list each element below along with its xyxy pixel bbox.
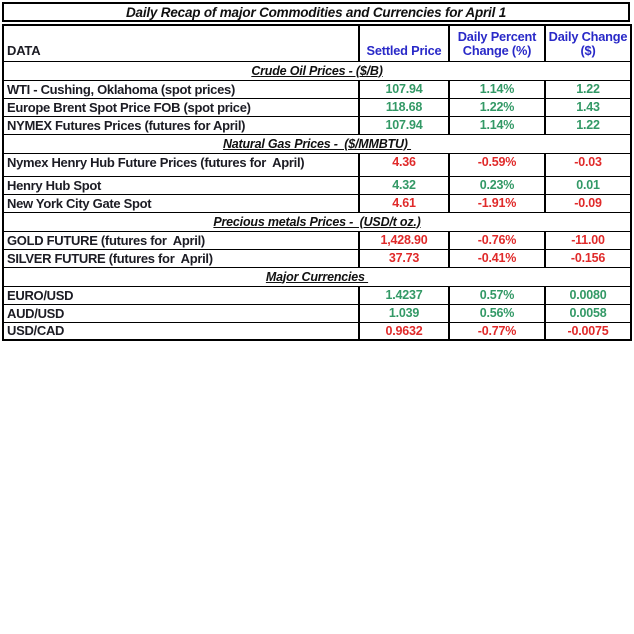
settled-price-value: 0.9632 — [359, 322, 449, 340]
settled-price-value: 1.4237 — [359, 286, 449, 304]
section-header-row — [3, 267, 631, 286]
report-title: Daily Recap of major Commodities and Currencies for April 1 — [2, 2, 630, 22]
table-row — [3, 322, 631, 340]
settled-price-value: 1.039 — [359, 304, 449, 322]
col-header-data: DATA — [3, 25, 359, 61]
table-row — [3, 304, 631, 322]
commodities-table-wrap — [2, 2, 630, 341]
table-row — [3, 116, 631, 134]
row-label: Nymex Henry Hub Future Prices (futures for April) — [3, 153, 359, 176]
row-label: Henry Hub Spot — [3, 176, 359, 194]
row-label: Europe Brent Spot Price FOB (spot price) — [3, 98, 359, 116]
daily-change-value: -11.00 — [545, 231, 631, 249]
settled-price-value: 4.32 — [359, 176, 449, 194]
row-label: EURO/USD — [3, 286, 359, 304]
row-label: GOLD FUTURE (futures for April) — [3, 231, 359, 249]
daily-change-value: 1.22 — [545, 80, 631, 98]
daily-change-value: 0.0058 — [545, 304, 631, 322]
daily-change-value: 1.43 — [545, 98, 631, 116]
settled-price-value: 107.94 — [359, 80, 449, 98]
table-row — [3, 249, 631, 267]
settled-price-value: 4.36 — [359, 153, 449, 176]
daily-percent-change-value: -0.76% — [449, 231, 545, 249]
col-header-daily-change: Daily Change ($) — [545, 25, 631, 61]
daily-percent-change-value: 0.56% — [449, 304, 545, 322]
row-label: USD/CAD — [3, 322, 359, 340]
daily-percent-change-value: -1.91% — [449, 194, 545, 212]
settled-price-value: 4.61 — [359, 194, 449, 212]
section-title: Natural Gas Prices - ($/MMBTU) — [222, 136, 412, 151]
section-title: Major Currencies — [265, 269, 369, 284]
daily-change-value: 1.22 — [545, 116, 631, 134]
daily-change-value: 0.0080 — [545, 286, 631, 304]
table-row — [3, 98, 631, 116]
section-title: Precious metals Prices - (USD/t oz.) — [213, 214, 421, 229]
daily-percent-change-value: 1.22% — [449, 98, 545, 116]
settled-price-value: 1,428.90 — [359, 231, 449, 249]
col-header-settled-price: Settled Price — [359, 25, 449, 61]
table-row — [3, 231, 631, 249]
daily-percent-change-value: 1.14% — [449, 80, 545, 98]
header-row — [3, 25, 631, 61]
settled-price-value: 37.73 — [359, 249, 449, 267]
daily-change-value: -0.03 — [545, 153, 631, 176]
table-row — [3, 153, 631, 176]
row-label: AUD/USD — [3, 304, 359, 322]
table-row — [3, 176, 631, 194]
table-row — [3, 194, 631, 212]
daily-change-value: 0.01 — [545, 176, 631, 194]
daily-percent-change-value: -0.77% — [449, 322, 545, 340]
daily-change-value: -0.09 — [545, 194, 631, 212]
settled-price-value: 118.68 — [359, 98, 449, 116]
section-header-row — [3, 61, 631, 80]
daily-percent-change-value: 0.57% — [449, 286, 545, 304]
table-row — [3, 80, 631, 98]
daily-change-value: -0.156 — [545, 249, 631, 267]
settled-price-value: 107.94 — [359, 116, 449, 134]
row-label: NYMEX Futures Prices (futures for April) — [3, 116, 359, 134]
table-row — [3, 286, 631, 304]
daily-percent-change-value: -0.59% — [449, 153, 545, 176]
col-header-daily-percent-change: Daily Percent Change (%) — [449, 25, 545, 61]
data-table — [2, 24, 632, 341]
daily-percent-change-value: 1.14% — [449, 116, 545, 134]
daily-change-value: -0.0075 — [545, 322, 631, 340]
section-header-row — [3, 212, 631, 231]
row-label: SILVER FUTURE (futures for April) — [3, 249, 359, 267]
section-header-row — [3, 134, 631, 153]
section-title: Crude Oil Prices - ($/B) — [251, 63, 383, 78]
row-label: WTI - Cushing, Oklahoma (spot prices) — [3, 80, 359, 98]
row-label: New York City Gate Spot — [3, 194, 359, 212]
daily-percent-change-value: -0.41% — [449, 249, 545, 267]
daily-percent-change-value: 0.23% — [449, 176, 545, 194]
